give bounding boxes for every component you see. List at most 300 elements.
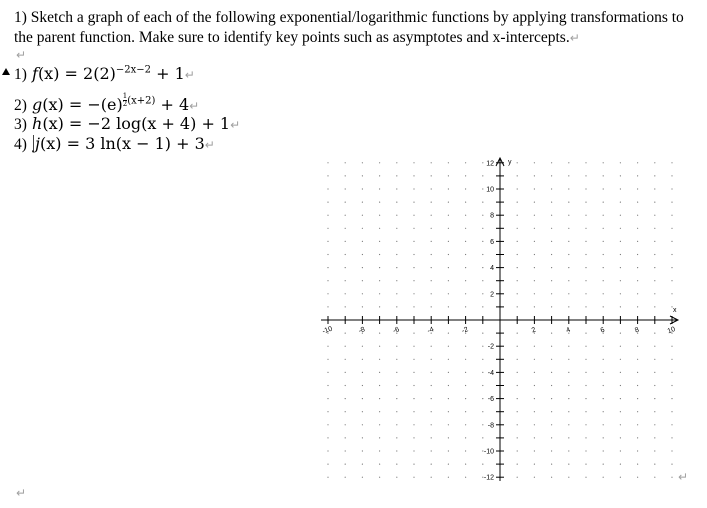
grid-dot (603, 202, 604, 203)
grid-dot (448, 424, 449, 425)
function-name: g (32, 95, 43, 114)
grid-dot (345, 306, 346, 307)
grid-dot (327, 464, 328, 465)
grid-dot (568, 346, 569, 347)
grid-dot (620, 267, 621, 268)
grid-dot (654, 267, 655, 268)
grid-dot (345, 162, 346, 163)
grid-dot (517, 188, 518, 189)
grid-dot (551, 424, 552, 425)
grid-dot (448, 254, 449, 255)
grid-dot (327, 306, 328, 307)
grid-dot (654, 241, 655, 242)
grid-dot (671, 398, 672, 399)
grid-dot (396, 267, 397, 268)
grid-dot (431, 293, 432, 294)
grid-dot (327, 228, 328, 229)
grid-dot (431, 359, 432, 360)
y-tick-label: -6 (487, 396, 494, 404)
grid-dot (568, 228, 569, 229)
function-var: (x) (37, 64, 60, 83)
grid-dot (551, 333, 552, 334)
grid-dot (362, 411, 363, 412)
grid-dot (345, 293, 346, 294)
grid-dot (482, 346, 483, 347)
grid-dot (517, 293, 518, 294)
grid-dot (345, 372, 346, 373)
grid-dot (345, 424, 346, 425)
grid-dot (534, 437, 535, 438)
grid-dot (517, 398, 518, 399)
grid-dot (396, 162, 397, 163)
function-exponent: (x+2) (127, 95, 156, 107)
y-tick-label: -8 (487, 422, 494, 430)
grid-dot (603, 280, 604, 281)
grid-dot (431, 241, 432, 242)
grid-dot (637, 464, 638, 465)
grid-dot (413, 280, 414, 281)
x-tick-label: 2 (530, 326, 537, 335)
grid-dot (654, 188, 655, 189)
grid-dot (327, 346, 328, 347)
grid-dot (568, 306, 569, 307)
grid-dot (431, 202, 432, 203)
grid-dot (620, 437, 621, 438)
grid-dot (551, 346, 552, 347)
grid-dot (654, 372, 655, 373)
grid-dot (431, 411, 432, 412)
grid-dot (603, 267, 604, 268)
grid-dot (585, 437, 586, 438)
grid-dot (396, 464, 397, 465)
grid-dot (637, 385, 638, 386)
grid-dot (431, 267, 432, 268)
grid-dot (448, 267, 449, 268)
grid-dot (637, 280, 638, 281)
grid-dot (568, 385, 569, 386)
grid-dot (603, 228, 604, 229)
grid-dot (654, 411, 655, 412)
grid-dot (396, 346, 397, 347)
grid-dot (482, 372, 483, 373)
grid-dot (396, 437, 397, 438)
grid-dot (345, 228, 346, 229)
grid-dot (620, 372, 621, 373)
grid-dot (671, 359, 672, 360)
grid-dot (379, 372, 380, 373)
grid-dot (431, 175, 432, 176)
grid-dot (396, 359, 397, 360)
grid-dot (396, 306, 397, 307)
grid-dot (585, 359, 586, 360)
grid-dot (620, 477, 621, 478)
grid-dot (620, 398, 621, 399)
function-rhs: = 2(2) (59, 64, 116, 83)
grid-dot (534, 359, 535, 360)
grid-dot (603, 477, 604, 478)
grid-dot (568, 280, 569, 281)
grid-dot (465, 175, 466, 176)
grid-dot (379, 437, 380, 438)
grid-dot (465, 346, 466, 347)
grid-dot (431, 306, 432, 307)
grid-dot (654, 477, 655, 478)
grid-dot (637, 306, 638, 307)
grid-dot (379, 346, 380, 347)
grid-dot (345, 477, 346, 478)
y-tick-label: 4 (490, 265, 494, 273)
grid-dot (603, 306, 604, 307)
x-tick-label: -8 (357, 326, 367, 335)
problem-1 (14, 64, 195, 84)
grid-dot (671, 372, 672, 373)
grid-dot (585, 372, 586, 373)
grid-dot (637, 398, 638, 399)
grid-dot (431, 398, 432, 399)
grid-dot (413, 346, 414, 347)
grid-dot (568, 215, 569, 216)
grid-dot (327, 372, 328, 373)
grid-dot (654, 398, 655, 399)
grid-dot (517, 385, 518, 386)
grid-dot (603, 254, 604, 255)
grid-dot (534, 293, 535, 294)
grid-dot (585, 346, 586, 347)
grid-dot (327, 293, 328, 294)
grid-dot (620, 385, 621, 386)
grid-dot (327, 477, 328, 478)
grid-dot (671, 254, 672, 255)
grid-dot (568, 254, 569, 255)
grid-dot (413, 464, 414, 465)
grid-dot (654, 293, 655, 294)
grid-dot (671, 424, 672, 425)
paragraph-mark-icon: ↵ (230, 118, 241, 132)
grid-dot (603, 385, 604, 386)
grid-dot (654, 437, 655, 438)
grid-dot (482, 306, 483, 307)
grid-dot (345, 450, 346, 451)
grid-dot (603, 215, 604, 216)
grid-dot (431, 162, 432, 163)
grid-dot (345, 241, 346, 242)
grid-dot (517, 306, 518, 307)
grid-dot (465, 398, 466, 399)
grid-dot (362, 398, 363, 399)
grid-dot (620, 411, 621, 412)
grid-dot (671, 450, 672, 451)
grid-dot (517, 424, 518, 425)
grid-dot (482, 254, 483, 255)
grid-dot (396, 241, 397, 242)
grid-dot (620, 254, 621, 255)
grid-dot (362, 424, 363, 425)
grid-dot (637, 372, 638, 373)
grid-dot (568, 398, 569, 399)
grid-dot (637, 254, 638, 255)
grid-dot (585, 464, 586, 465)
grid-dot (379, 254, 380, 255)
y-tick-label: 12 (486, 160, 494, 168)
grid-dot (448, 437, 449, 438)
grid-dot (637, 215, 638, 216)
grid-dot (345, 359, 346, 360)
grid-dot (517, 477, 518, 478)
grid-dot (448, 228, 449, 229)
grid-dot (585, 306, 586, 307)
grid-dot (465, 411, 466, 412)
grid-dot (637, 202, 638, 203)
grid-dot (431, 385, 432, 386)
grid-dot (362, 359, 363, 360)
grid-dot (482, 411, 483, 412)
grid-dot (603, 346, 604, 347)
grid-dot (551, 293, 552, 294)
grid-dot (585, 398, 586, 399)
grid-dot (362, 293, 363, 294)
grid-dot (327, 162, 328, 163)
grid-dot (551, 398, 552, 399)
grid-dot (534, 385, 535, 386)
grid-dot (465, 254, 466, 255)
grid-dot (482, 188, 483, 189)
problem-4 (14, 134, 215, 154)
grid-dot (517, 372, 518, 373)
grid-dot (671, 437, 672, 438)
grid-dot (362, 477, 363, 478)
grid-dot (568, 450, 569, 451)
grid-dot (585, 267, 586, 268)
grid-dot (413, 333, 414, 334)
function-rhs: = −(e) (63, 95, 123, 114)
grid-dot (534, 450, 535, 451)
grid-dot (551, 280, 552, 281)
grid-dot (431, 188, 432, 189)
grid-dot (448, 464, 449, 465)
function-rhs: = −2 log(x + 4) + 1 (63, 114, 231, 133)
grid-dot (482, 424, 483, 425)
grid-dot (465, 228, 466, 229)
y-tick-label: 2 (490, 291, 494, 299)
grid-dot (327, 398, 328, 399)
grid-dot (534, 424, 535, 425)
grid-dot (431, 280, 432, 281)
grid-dot (637, 437, 638, 438)
grid-dot (620, 215, 621, 216)
grid-dot (654, 202, 655, 203)
grid-dot (637, 162, 638, 163)
grid-dot (603, 241, 604, 242)
grid-dot (413, 162, 414, 163)
x-tick-label: 4 (565, 326, 572, 335)
grid-dot (327, 437, 328, 438)
grid-dot (379, 385, 380, 386)
grid-dot (413, 450, 414, 451)
paragraph-mark-icon: ↵ (678, 470, 689, 484)
grid-dot (396, 411, 397, 412)
grid-dot (568, 424, 569, 425)
grid-dot (551, 411, 552, 412)
grid-dot (448, 202, 449, 203)
grid-dot (362, 215, 363, 216)
grid-dot (568, 241, 569, 242)
grid-dot (413, 215, 414, 216)
grid-dot (482, 464, 483, 465)
grid-dot (396, 372, 397, 373)
function-name: h (32, 114, 43, 133)
grid-dot (362, 464, 363, 465)
grid-dot (637, 477, 638, 478)
grid-dot (568, 477, 569, 478)
grid-dot (413, 267, 414, 268)
grid-dot (585, 333, 586, 334)
grid-dot (345, 464, 346, 465)
grid-dot (345, 346, 346, 347)
grid-dot (551, 385, 552, 386)
grid-dot (396, 215, 397, 216)
grid-dot (482, 175, 483, 176)
grid-dot (585, 450, 586, 451)
grid-dot (431, 372, 432, 373)
grid-dot (585, 424, 586, 425)
grid-dot (585, 385, 586, 386)
x-tick-label: 10 (666, 325, 677, 336)
grid-dot (637, 359, 638, 360)
grid-dot (448, 280, 449, 281)
grid-dot (534, 477, 535, 478)
grid-dot (396, 477, 397, 478)
grid-dot (517, 175, 518, 176)
y-tick-label: -10 (483, 448, 494, 456)
grid-dot (362, 175, 363, 176)
grid-dot (671, 228, 672, 229)
grid-dot (654, 228, 655, 229)
grid-dot (327, 424, 328, 425)
grid-dot (396, 424, 397, 425)
grid-dot (448, 333, 449, 334)
grid-dot (465, 215, 466, 216)
grid-dot (465, 424, 466, 425)
grid-dot (482, 437, 483, 438)
grid-dot (534, 188, 535, 189)
grid-dot (345, 202, 346, 203)
x-tick-label: 8 (634, 326, 641, 335)
grid-dot (396, 175, 397, 176)
grid-dot (654, 359, 655, 360)
grid-dot (379, 202, 380, 203)
grid-dot (671, 411, 672, 412)
grid-dot (396, 293, 397, 294)
grid-dot (551, 306, 552, 307)
grid-dot (379, 280, 380, 281)
function-rhs: = 3 ln(x − 1) + 3 (61, 134, 205, 153)
grid-dot (431, 437, 432, 438)
function-name: f (32, 64, 38, 83)
grid-dot (671, 162, 672, 163)
problem-2 (14, 93, 199, 115)
grid-dot (413, 306, 414, 307)
grid-dot (517, 346, 518, 347)
grid-dot (603, 359, 604, 360)
grid-dot (551, 228, 552, 229)
grid-dot (465, 162, 466, 163)
grid-dot (362, 188, 363, 189)
grid-dot (413, 359, 414, 360)
grid-dot (396, 202, 397, 203)
grid-dot (327, 359, 328, 360)
grid-dot (654, 464, 655, 465)
grid-dot (482, 228, 483, 229)
grid-dot (345, 411, 346, 412)
grid-dot (362, 254, 363, 255)
grid-dot (534, 306, 535, 307)
grid-dot (482, 333, 483, 334)
grid-dot (517, 228, 518, 229)
grid-dot (379, 359, 380, 360)
grid-dot (517, 450, 518, 451)
grid-dot (620, 346, 621, 347)
grid-dot (637, 241, 638, 242)
grid-dot (345, 333, 346, 334)
grid-dot (671, 202, 672, 203)
grid-dot (620, 306, 621, 307)
grid-dot (551, 450, 552, 451)
grid-dot (517, 162, 518, 163)
grid-dot (654, 385, 655, 386)
grid-dot (671, 293, 672, 294)
grid-dot (517, 464, 518, 465)
grid-dot (568, 464, 569, 465)
grid-dot (534, 241, 535, 242)
grid-dot (465, 385, 466, 386)
grid-dot (482, 202, 483, 203)
grid-dot (345, 215, 346, 216)
grid-dot (327, 254, 328, 255)
paragraph-mark-icon: ↵ (204, 138, 215, 152)
grid-dot (327, 188, 328, 189)
grid-dot (465, 464, 466, 465)
grid-dot (327, 267, 328, 268)
grid-dot (379, 398, 380, 399)
grid-dot (534, 228, 535, 229)
grid-dot (620, 202, 621, 203)
grid-dot (671, 346, 672, 347)
grid-dot (517, 280, 518, 281)
grid-dot (465, 477, 466, 478)
grid-dot (620, 280, 621, 281)
grid-dot (654, 175, 655, 176)
grid-dot (534, 215, 535, 216)
grid-dot (413, 477, 414, 478)
grid-dot (482, 241, 483, 242)
grid-dot (585, 280, 586, 281)
grid-dot (620, 228, 621, 229)
x-tick-label: -10 (321, 325, 334, 336)
grid-dot (413, 411, 414, 412)
grid-dot (448, 359, 449, 360)
grid-dot (413, 293, 414, 294)
grid-dot (396, 280, 397, 281)
grid-dot (431, 464, 432, 465)
grid-dot (637, 450, 638, 451)
grid-dot (327, 215, 328, 216)
grid-dot (465, 241, 466, 242)
grid-dot (465, 450, 466, 451)
grid-dot (345, 437, 346, 438)
grid-dot (568, 411, 569, 412)
grid-dot (448, 450, 449, 451)
grid-dot (585, 241, 586, 242)
